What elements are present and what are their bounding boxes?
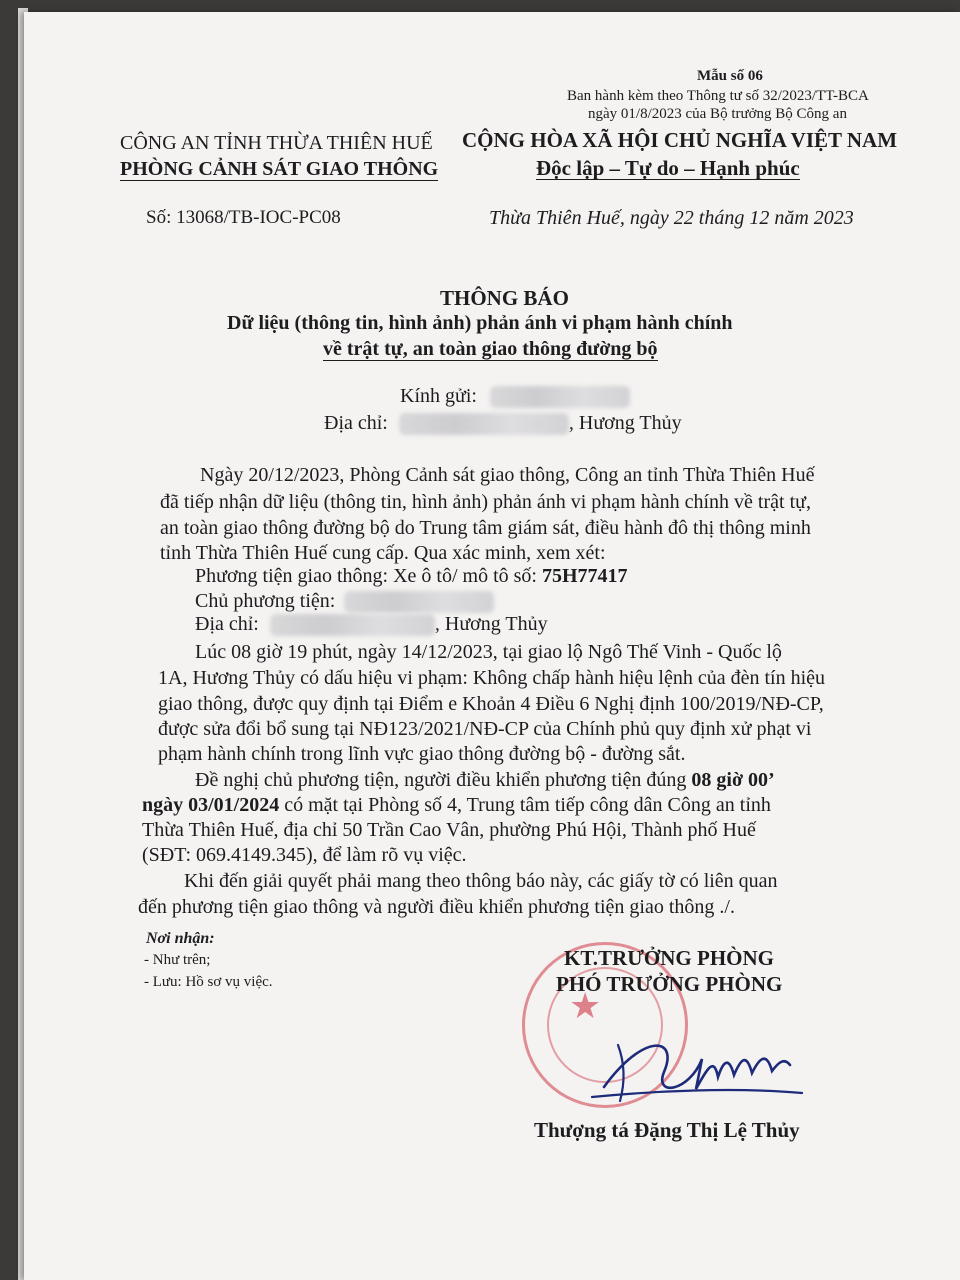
body-p2-line5: phạm hành chính trong lĩnh vực giao thông đường bộ - đường sắt.	[158, 743, 686, 765]
document-subtitle-1: Dữ liệu (thông tin, hình ảnh) phản ánh vi phạm hành chính	[227, 312, 733, 334]
owner-line	[195, 590, 494, 613]
agency-line1: CÔNG AN TỈNH THỪA THIÊN HUẾ	[120, 132, 433, 154]
agency-line2	[120, 158, 438, 181]
owner-address-suffix: , Hương Thủy	[434, 613, 548, 635]
body-p1-line1: Ngày 20/12/2023, Phòng Cảnh sát giao thông, Công an tỉnh Thừa Thiên Huế	[200, 464, 815, 486]
document-title: THÔNG BÁO	[440, 286, 569, 310]
vehicle-plate: 75H77417	[541, 565, 628, 587]
form-issued-with: Ban hành kèm theo Thông tư số 32/2023/TT-BCA	[567, 88, 869, 104]
document-subtitle-2-text: về trật tự, an toàn giao thông đường bộ	[323, 338, 658, 360]
document-page	[24, 12, 960, 1280]
redacted-recipient-address	[399, 413, 569, 435]
appointment-time: 08 giờ 00’	[691, 769, 775, 791]
recipients-item-1: - Như trên;	[144, 952, 211, 968]
form-number: Mẫu số 06	[697, 68, 763, 84]
body-p4-line2: đến phương tiện giao thông và người điều khiển phương tiện giao thông ./.	[138, 896, 735, 918]
body-p2-line4: được sửa đổi bổ sung tại NĐ123/2021/NĐ-CP của Chính phủ quy định xử phạt vi	[158, 718, 812, 740]
body-p3-line2-text: có mặt tại Phòng số 4, Trung tâm tiếp công dân Công an tỉnh	[284, 794, 771, 816]
body-p2-line2: 1A, Hương Thủy có dấu hiệu vi phạm: Không chấp hành hiệu lệnh của đèn tín hiệu	[158, 667, 826, 689]
document-subtitle-2	[323, 338, 658, 361]
agency-line2-text: PHÒNG CẢNH SÁT GIAO THÔNG	[120, 158, 439, 180]
body-p3-line2	[142, 794, 771, 817]
body-p2-line1: Lúc 08 giờ 19 phút, ngày 14/12/2023, tại giao lộ Ngô Thế Vinh - Quốc lộ	[195, 641, 782, 663]
recipients-item-2: - Lưu: Hồ sơ vụ việc.	[144, 974, 273, 990]
owner-label: Chủ phương tiện:	[195, 590, 336, 612]
handwritten-signature	[584, 1017, 814, 1117]
body-p3-line1	[195, 769, 775, 792]
nation-motto	[536, 156, 800, 181]
body-p1-line2: đã tiếp nhận dữ liệu (thông tin, hình ảnh) phản ánh vi phạm hành chính về trật tự,	[160, 491, 811, 513]
appointment-date: ngày 03/01/2024	[142, 794, 280, 816]
body-p4-line1: Khi đến giải quyết phải mang theo thông báo này, các giấy tờ có liên quan	[184, 870, 778, 892]
body-p1-line3: an toàn giao thông đường bộ do Trung tâm giám sát, điều hành đô thị thông minh	[160, 517, 811, 539]
vehicle-label: Phương tiện giao thông: Xe ô tô/ mô tô số:	[195, 565, 537, 587]
signer-name: Thượng tá Đặng Thị Lệ Thủy	[534, 1118, 800, 1142]
redacted-owner-name	[344, 591, 494, 613]
recipient-address-label: Địa chỉ:	[324, 412, 388, 434]
recipient-address-line	[324, 412, 682, 435]
form-issued-date: ngày 01/8/2023 của Bộ trưởng Bộ Công an	[588, 106, 847, 122]
body-p2-line3: giao thông, được quy định tại Điểm e Khoản 4 Điều 6 Nghị định 100/2019/NĐ-CP,	[158, 693, 824, 715]
seal-star-icon: ★	[569, 986, 602, 1026]
body-p3-line3: Thừa Thiên Huế, địa chỉ 50 Trần Cao Vân, phường Phú Hội, Thành phố Huế	[142, 819, 756, 841]
owner-address-label: Địa chỉ:	[195, 613, 259, 635]
redacted-recipient-name	[490, 386, 630, 408]
owner-address-line	[195, 613, 548, 636]
nation-motto-text: Độc lập – Tự do – Hạnh phúc	[536, 156, 800, 180]
redacted-owner-address	[270, 614, 435, 636]
recipient-address-suffix: , Hương Thủy	[568, 412, 682, 434]
signature-title-1: KT.TRƯỞNG PHÒNG	[564, 946, 774, 970]
body-p1-line4: tỉnh Thừa Thiên Huế cung cấp. Qua xác minh, xem xét:	[160, 542, 606, 564]
recipient-label: Kính gửi:	[400, 385, 477, 407]
signature-title-2: PHÓ TRƯỞNG PHÒNG	[556, 972, 783, 996]
recipients-label: Nơi nhận:	[146, 930, 215, 947]
document-number: Số: 13068/TB-IOC-PC08	[146, 207, 341, 228]
recipient-line	[400, 385, 630, 408]
place-date: Thừa Thiên Huế, ngày 22 tháng 12 năm 2023	[489, 207, 854, 229]
body-p3-line4: (SĐT: 069.4149.345), để làm rõ vụ việc.	[142, 844, 467, 866]
vehicle-line	[195, 565, 628, 588]
nation-line1: CỘNG HÒA XÃ HỘI CHỦ NGHĨA VIỆT NAM	[462, 128, 898, 152]
body-p3-line1-text: Đề nghị chủ phương tiện, người điều khiển phương tiện đúng	[195, 769, 687, 791]
